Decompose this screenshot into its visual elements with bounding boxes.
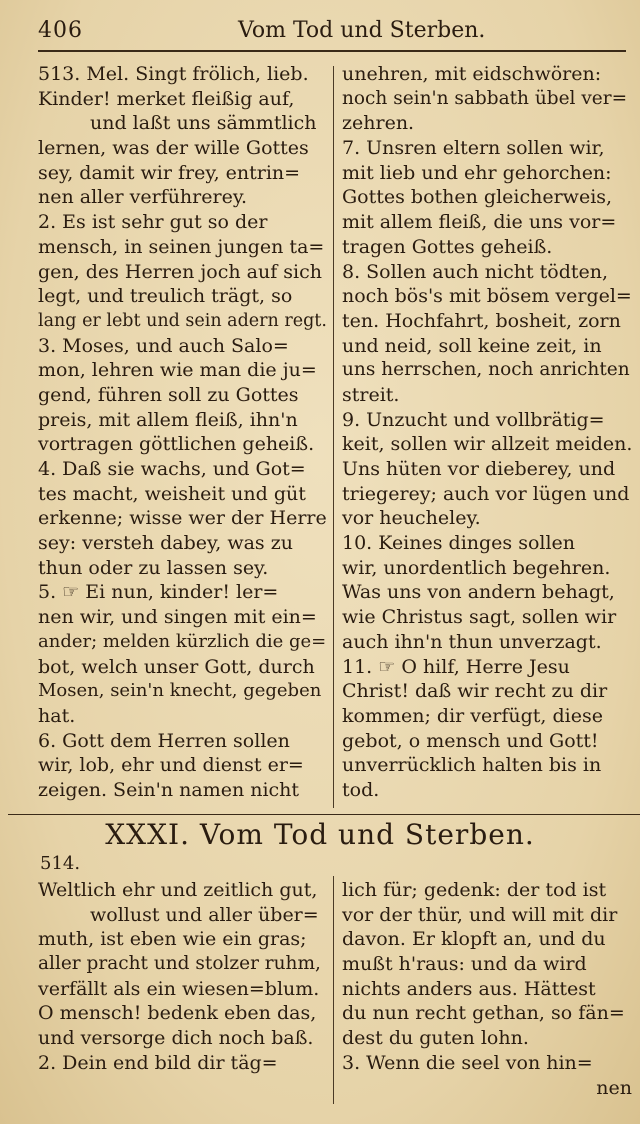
- text-line: vor heucheley.: [342, 507, 481, 530]
- text-line: und versorge dich noch baß.: [38, 1027, 314, 1050]
- text-line: Weltlich ehr und zeitlich gut,: [38, 879, 318, 901]
- text-line: und neid, soll keine zeit, in: [342, 334, 602, 357]
- text-line: gend, führen soll zu Gottes: [38, 383, 299, 406]
- text-line: hat.: [38, 704, 76, 727]
- hymn-513-right-column: [342, 62, 632, 803]
- text-line: wir, unordentlich begehren.: [342, 556, 611, 579]
- column-rule-top: [333, 66, 334, 808]
- text-line: 11. ☞ O hilf, Herre Jesu: [342, 655, 570, 678]
- text-line: streit.: [342, 383, 400, 406]
- hymn-514-right-column: [342, 878, 632, 1100]
- text-line: 5. ☞ Ei nun, kinder! ler=: [38, 581, 279, 604]
- text-line: 6. Gott dem Herren sollen: [38, 729, 290, 752]
- text-line: 8. Sollen auch nicht tödten,: [342, 260, 609, 283]
- text-line: nen wir, und singen mit ein=: [38, 606, 317, 629]
- text-line: davon. Er klopft an, und du: [342, 928, 606, 951]
- text-line: 4. Daß sie wachs, und Got=: [38, 458, 306, 480]
- text-line: sey, damit wir frey, entrin=: [38, 161, 301, 184]
- text-line: tes macht, weisheit und güt: [38, 482, 306, 505]
- text-line: lang er lebt und sein adern regt.: [38, 310, 327, 331]
- text-line: ten. Hochfahrt, bosheit, zorn: [342, 309, 621, 332]
- text-line: sey: versteh dabey, was zu: [38, 532, 293, 555]
- text-line: aller pracht und stolzer ruhm,: [38, 953, 321, 975]
- text-line: mit allem fleiß, die uns vor=: [342, 211, 617, 234]
- page-number: 406: [38, 18, 83, 43]
- text-line: gen, des Herren joch auf sich: [38, 260, 323, 283]
- text-line: bot, welch unser Gott, durch: [38, 655, 315, 678]
- text-line: triegerey; auch vor lügen und: [342, 482, 630, 505]
- text-line: Gottes bothen gleicherweis,: [342, 186, 613, 209]
- text-line: vor der thür, und will mit dir: [342, 903, 618, 926]
- text-line: gebot, o mensch und Gott!: [342, 729, 599, 752]
- text-line: nen: [596, 1076, 632, 1099]
- text-line: preis, mit allem fleiß, ihn'n: [38, 408, 298, 431]
- hymn-513-left-column: [38, 62, 328, 803]
- text-line: du nun recht gethan, so fän=: [342, 1002, 625, 1025]
- running-title: Vom Tod und Sterben.: [238, 18, 486, 43]
- text-line: tragen Gottes geheiß.: [342, 235, 553, 258]
- text-line: keit, sollen wir allzeit meiden.: [342, 433, 633, 456]
- text-line: wollust und aller über=: [90, 903, 319, 926]
- text-line: lich für; gedenk: der tod ist: [342, 879, 607, 901]
- text-line: 2. Es ist sehr gut so der: [38, 211, 268, 234]
- hymn-514-left-column: [38, 878, 328, 1076]
- text-line: vortragen göttlichen geheiß.: [38, 433, 315, 456]
- text-line: dest du guten lohn.: [342, 1027, 529, 1050]
- text-line: mon, lehren wie man die ju=: [38, 359, 317, 382]
- hymn-514-number: 514.: [40, 853, 81, 874]
- text-line: mußt h'raus: und da wird: [342, 953, 587, 976]
- section-title: XXXI. Vom Tod und Sterben.: [105, 818, 535, 851]
- text-line: 10. Keines dinges sollen: [342, 532, 576, 555]
- text-line: Christ! daß wir recht zu dir: [342, 680, 608, 703]
- text-line: tod.: [342, 778, 380, 801]
- text-line: unverrücklich halten bis in: [342, 754, 602, 777]
- text-line: zeigen. Sein'n namen nicht: [38, 778, 300, 801]
- text-line: kommen; dir verfügt, diese: [342, 704, 603, 727]
- text-line: Was uns von andern behagt,: [342, 581, 615, 604]
- text-line: 3. Moses, und auch Salo=: [38, 334, 289, 357]
- text-line: auch ihn'n thun unverzagt.: [342, 630, 602, 653]
- text-line: noch sein'n sabbath übel ver=: [342, 87, 628, 109]
- text-line: nen aller verführerey.: [38, 186, 248, 209]
- text-line: thun oder zu lassen sey.: [38, 556, 269, 579]
- page-header: [38, 18, 626, 52]
- text-line: erkenne; wisse wer der Herre: [38, 507, 327, 530]
- text-line: 9. Unzucht und vollbrätig=: [342, 408, 605, 431]
- text-line: O mensch! bedenk eben das,: [38, 1002, 317, 1025]
- text-line: wir, lob, ehr und dienst er=: [38, 754, 304, 777]
- text-line: mensch, in seinen jungen ta=: [38, 235, 325, 258]
- text-line: zehren.: [342, 112, 415, 135]
- text-line: Mosen, sein'n knecht, gegeben: [38, 680, 322, 702]
- text-line: unehren, mit eidschwören:: [342, 63, 602, 85]
- column-rule-bottom: [333, 876, 334, 1104]
- text-line: 513. Mel. Singt frölich, lieb.: [38, 63, 309, 85]
- section-divider: [8, 814, 640, 815]
- text-line: und laßt uns sämmtlich: [90, 112, 317, 135]
- text-line: Kinder! merket fleißig auf,: [38, 87, 295, 110]
- text-line: noch bös's mit bösem vergel=: [342, 285, 632, 308]
- text-line: legt, und treulich trägt, so: [38, 285, 293, 308]
- text-line: 3. Wenn die seel von hin=: [342, 1051, 593, 1074]
- text-line: nichts anders aus. Hättest: [342, 977, 596, 1000]
- text-line: muth, ist eben wie ein gras;: [38, 928, 307, 951]
- text-line: ander; melden kürzlich die ge=: [38, 630, 327, 652]
- text-line: Uns hüten vor dieberey, und: [342, 458, 616, 480]
- text-line: 7. Unsren eltern sollen wir,: [342, 137, 605, 160]
- text-line: lernen, was der wille Gottes: [38, 137, 309, 160]
- text-line: mit lieb und ehr gehorchen:: [342, 161, 612, 184]
- text-line: 2. Dein end bild dir täg=: [38, 1051, 278, 1074]
- text-line: verfällt als ein wiesen=blum.: [38, 977, 320, 1000]
- text-line: uns herrschen, noch anrichten: [342, 359, 630, 381]
- text-line: wie Christus sagt, sollen wir: [342, 606, 617, 629]
